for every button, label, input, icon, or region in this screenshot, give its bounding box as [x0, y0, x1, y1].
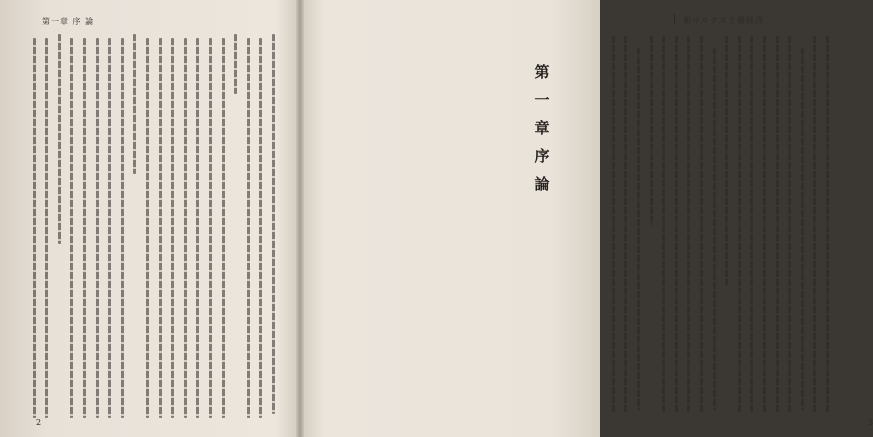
chapter-heading: 第一章 序 論 — [534, 63, 550, 193]
text-column-line — [259, 38, 262, 418]
text-column-line — [776, 36, 779, 412]
text-column-line — [687, 36, 690, 412]
text-column-line — [725, 36, 728, 286]
left-page-number: 2 — [36, 418, 42, 427]
text-column-line — [159, 38, 162, 418]
left-running-head: 第一章 序 論 — [42, 17, 95, 26]
text-column-line — [713, 48, 716, 410]
text-column-line — [133, 34, 136, 174]
text-column-line — [146, 38, 149, 418]
text-column-line — [209, 38, 212, 418]
right-page — [302, 0, 873, 437]
text-column-line — [234, 34, 237, 94]
text-column-line — [272, 34, 275, 414]
running-head-rule — [674, 14, 675, 24]
text-column-line — [675, 36, 678, 412]
text-column-line — [222, 38, 225, 418]
text-column-line — [612, 36, 615, 412]
text-column-line — [763, 36, 766, 412]
text-column-line — [171, 38, 174, 418]
text-column-line — [813, 36, 816, 412]
text-column-line — [121, 38, 124, 418]
text-column-line — [662, 36, 665, 412]
text-column-line — [738, 36, 741, 412]
text-column-line — [70, 38, 73, 418]
text-column-line — [108, 38, 111, 418]
right-page-number: 3 — [868, 418, 873, 427]
text-column-line — [96, 38, 99, 418]
text-column-line — [801, 48, 804, 410]
text-column-line — [624, 36, 627, 412]
text-column-line — [750, 36, 753, 412]
text-column-line — [637, 48, 640, 410]
text-column-line — [196, 38, 199, 418]
left-body-text — [26, 34, 278, 424]
text-column-line — [788, 36, 791, 412]
text-column-line — [184, 38, 187, 418]
right-running-head — [674, 14, 764, 26]
left-page — [0, 0, 298, 437]
text-column-line — [58, 34, 61, 244]
text-column-line — [83, 38, 86, 418]
text-column-line — [33, 38, 36, 418]
text-column-line — [650, 36, 653, 226]
text-column-line — [247, 38, 250, 418]
text-column-line — [700, 36, 703, 412]
right-running-head-text: 新マルクス主義経済 — [683, 16, 764, 25]
text-column-line — [45, 38, 48, 418]
text-column-line — [826, 36, 829, 412]
right-body-text — [620, 34, 870, 424]
